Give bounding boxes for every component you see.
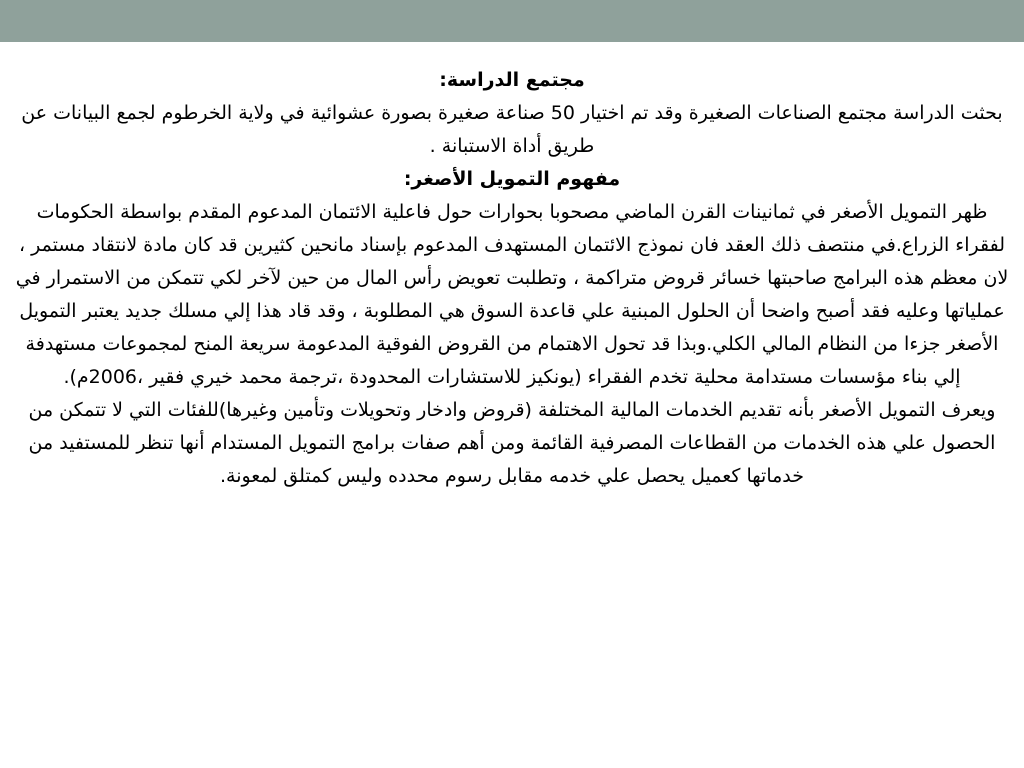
study-population-paragraph: بحثت الدراسة مجتمع الصناعات الصغيرة وقد تم اختيار 50 صناعة صغيرة بصورة عشوائية في ولاية الخرطوم لجمع البيانات عن طريق أداة الاستبانة . xyxy=(21,102,1003,157)
slide-content xyxy=(10,64,1014,493)
study-population-heading: مجتمع الدراسة: xyxy=(439,69,585,91)
microfinance-history-paragraph: ظهر التمويل الأصغر في ثمانينات القرن الماضي مصحوبا بحوارات حول فاعلية الائتمان المدعوم المقدم بواسطة الحكومات لفقراء الزراع.في منتصف ذلك العقد فان نموذج الائتمان المستهدف المدعوم بإسناد مانحين كثيرين قد كان مادة لانتقاد مستمر ، لان معظم هذه البرامج صاحبتها خسائر قروض متراكمة ، وتطلبت تعويض رأس المال من حين لآخر لكي تتمكن من الاستمرار في عملياتها وعليه فقد أصبح واضحا أن الحلول المبنية علي قاعدة السوق هي المطلوبة ، وقد قاد هذا إلي مسلك جديد يعتبر التمويل الأصغر جزءا من النظام المالي الكلي.وبذا قد تحول الاهتمام من القروض الفوقية المدعومة سريعة المنح لمجموعات مستهدفة إلي بناء مؤسسات مستدامة محلية تخدم الفقراء (يونكيز للاستشارات المحدودة ،ترجمة محمد خيري فقير ،2006م). xyxy=(15,201,1009,388)
microfinance-definition-paragraph: ويعرف التمويل الأصغر بأنه تقديم الخدمات المالية المختلفة (قروض وادخار وتحويلات وتأمين وغيرها)للفئات التي لا تتمكن من الحصول علي هذه الخدمات من القطاعات المصرفية القائمة ومن أهم صفات برامج التمويل المستدام أنها تنظر للمستفيد من خدماتها كعميل يحصل علي خدمه مقابل رسوم محدده وليس كمتلق لمعونة. xyxy=(28,399,996,487)
top-bar xyxy=(0,0,1024,42)
microfinance-concept-heading: مفهوم التمويل الأصغر: xyxy=(403,168,621,190)
